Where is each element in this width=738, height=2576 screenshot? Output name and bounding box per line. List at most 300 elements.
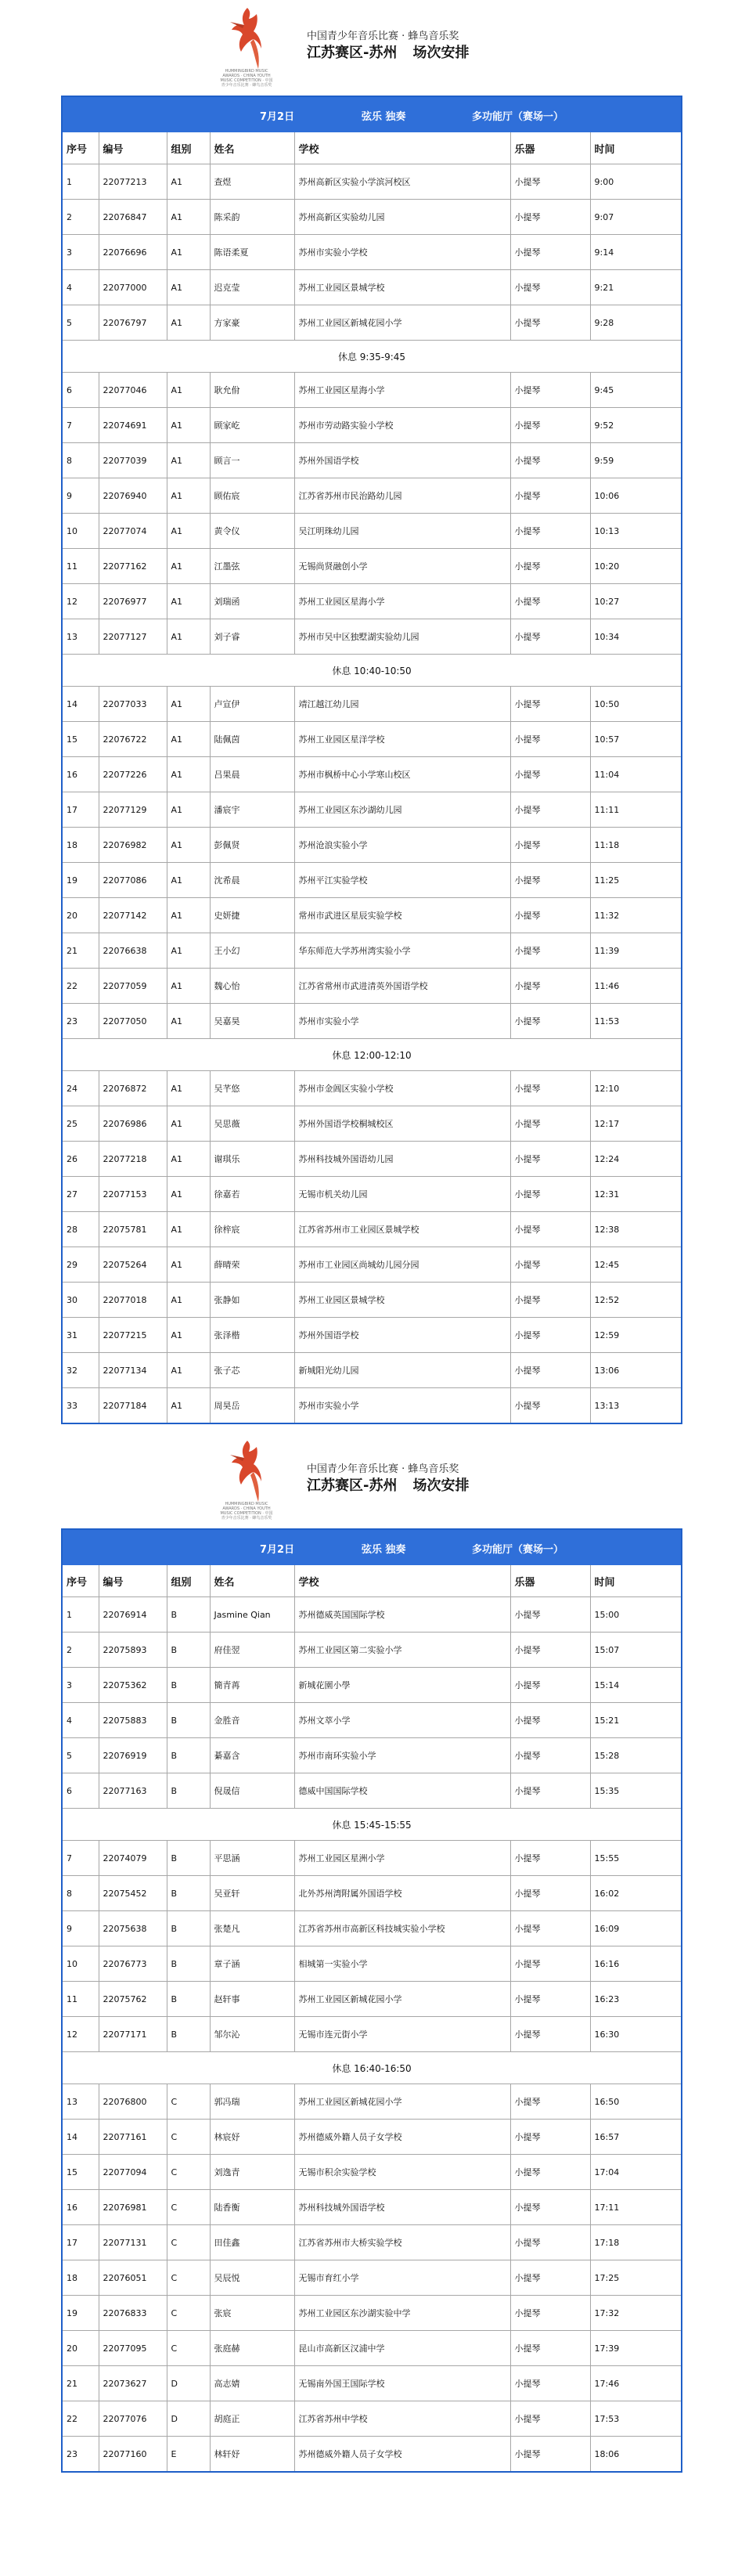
- cell-time: 17:11: [590, 2190, 682, 2225]
- cell-group: C: [167, 2084, 210, 2120]
- cell-school: 苏州市吴中区独墅湖实验幼儿园: [294, 619, 510, 655]
- cell-group: B: [167, 1738, 210, 1773]
- cell-name: 查煜: [210, 164, 294, 200]
- cell-instrument: 小提琴: [510, 1841, 590, 1876]
- cell-time: 11:46: [590, 969, 682, 1004]
- table-row: [62, 1597, 682, 1633]
- cell-group: A1: [167, 235, 210, 270]
- cell-school: 苏州文萃小学: [294, 1703, 510, 1738]
- cell-no: 32: [62, 1353, 99, 1388]
- cell-name: 林宸妤: [210, 2120, 294, 2155]
- cell-school: 无锡市机关幼儿园: [294, 1177, 510, 1212]
- cell-group: A1: [167, 1247, 210, 1283]
- cell-instrument: 小提琴: [510, 1388, 590, 1424]
- break-row: [62, 341, 682, 373]
- table-row: [62, 164, 682, 200]
- cell-name: 周昊岳: [210, 1388, 294, 1424]
- cell-no: 8: [62, 443, 99, 478]
- cell-no: 7: [62, 408, 99, 443]
- cell-instrument: 小提琴: [510, 1946, 590, 1982]
- cell-school: 苏州工业园区星海小学: [294, 584, 510, 619]
- table-row: [62, 619, 682, 655]
- cell-instrument: 小提琴: [510, 478, 590, 514]
- cell-instrument: 小提琴: [510, 373, 590, 408]
- cell-name: 林轩妤: [210, 2437, 294, 2473]
- cell-id: 22076696: [99, 235, 167, 270]
- cell-instrument: 小提琴: [510, 2017, 590, 2052]
- table-row: [62, 792, 682, 828]
- cell-time: 15:28: [590, 1738, 682, 1773]
- cell-no: 8: [62, 1876, 99, 1911]
- break-row: [62, 1809, 682, 1841]
- cell-instrument: 小提琴: [510, 1353, 590, 1388]
- cell-group: A1: [167, 1388, 210, 1424]
- cell-no: 24: [62, 1071, 99, 1106]
- table-row: [62, 1633, 682, 1668]
- cell-id: 22077018: [99, 1283, 167, 1318]
- cell-time: 10:34: [590, 619, 682, 655]
- table-row: [62, 1071, 682, 1106]
- cell-group: A1: [167, 1212, 210, 1247]
- cell-school: 苏州沧浪实验小学: [294, 828, 510, 863]
- cell-school: 江苏省苏州市大桥实验学校: [294, 2225, 510, 2260]
- cell-group: A1: [167, 1142, 210, 1177]
- cell-school: 苏州工业园区新城花园小学: [294, 305, 510, 341]
- cell-no: 17: [62, 792, 99, 828]
- cell-id: 22077163: [99, 1773, 167, 1809]
- cell-school: 华东师范大学苏州湾实验小学: [294, 933, 510, 969]
- session-band: [62, 1529, 682, 1565]
- cell-name: 王小幻: [210, 933, 294, 969]
- table-row: [62, 1668, 682, 1703]
- cell-school: 苏州市实验小学校: [294, 235, 510, 270]
- cell-instrument: 小提琴: [510, 1773, 590, 1809]
- cell-group: A1: [167, 792, 210, 828]
- cell-school: 新城花園小學: [294, 1668, 510, 1703]
- cell-group: A1: [167, 1318, 210, 1353]
- schedule-body-2: [62, 1529, 682, 2472]
- cell-no: 16: [62, 2190, 99, 2225]
- cell-name: 陈采韵: [210, 200, 294, 235]
- cell-school: 苏州平江实验学校: [294, 863, 510, 898]
- cell-time: 13:06: [590, 1353, 682, 1388]
- cell-name: 彭佩贤: [210, 828, 294, 863]
- table-row: [62, 549, 682, 584]
- cell-no: 2: [62, 1633, 99, 1668]
- cell-no: 1: [62, 164, 99, 200]
- cell-name: 徐梓宸: [210, 1212, 294, 1247]
- cell-name: 刘子睿: [210, 619, 294, 655]
- cell-group: A1: [167, 1353, 210, 1388]
- cell-school: 苏州外国语学校: [294, 443, 510, 478]
- cell-time: 15:00: [590, 1597, 682, 1633]
- cell-id: 22077161: [99, 2120, 167, 2155]
- cell-group: B: [167, 1876, 210, 1911]
- cell-instrument: 小提琴: [510, 1177, 590, 1212]
- cell-id: 22077076: [99, 2401, 167, 2437]
- cell-id: 22077162: [99, 549, 167, 584]
- cell-time: 10:20: [590, 549, 682, 584]
- column-header-name: 姓名: [210, 132, 294, 164]
- cell-no: 19: [62, 2296, 99, 2331]
- table-row: [62, 373, 682, 408]
- cell-no: 12: [62, 2017, 99, 2052]
- cell-instrument: 小提琴: [510, 898, 590, 933]
- cell-instrument: 小提琴: [510, 235, 590, 270]
- session-date: 7月2日: [260, 1544, 295, 1556]
- cell-school: 江苏省苏州市高新区科技城实验小学校: [294, 1911, 510, 1946]
- session-venue: 多功能厅（赛场一）: [472, 111, 564, 123]
- cell-no: 21: [62, 933, 99, 969]
- cell-instrument: 小提琴: [510, 2366, 590, 2401]
- table-row: [62, 1353, 682, 1388]
- cell-name: 陈语柔夏: [210, 235, 294, 270]
- break-text: 休息 9:35-9:45: [62, 341, 682, 373]
- cell-id: 22077094: [99, 2155, 167, 2190]
- cell-instrument: 小提琴: [510, 305, 590, 341]
- cell-id: 22075362: [99, 1668, 167, 1703]
- cell-id: 22077086: [99, 863, 167, 898]
- table-row: [62, 2260, 682, 2296]
- cell-name: 倪晟信: [210, 1773, 294, 1809]
- cell-school: 苏州市南环实验小学: [294, 1738, 510, 1773]
- cell-time: 17:46: [590, 2366, 682, 2401]
- cell-school: 江苏省苏州中学校: [294, 2401, 510, 2437]
- cell-instrument: 小提琴: [510, 270, 590, 305]
- table-row: [62, 478, 682, 514]
- cell-no: 29: [62, 1247, 99, 1283]
- cell-group: A1: [167, 898, 210, 933]
- cell-id: 22077129: [99, 792, 167, 828]
- cell-id: 22077127: [99, 619, 167, 655]
- cell-group: A1: [167, 443, 210, 478]
- cell-id: 22076722: [99, 722, 167, 757]
- cell-name: 府佳翌: [210, 1633, 294, 1668]
- cell-group: E: [167, 2437, 210, 2473]
- cell-school: 苏州工业园区第二实验小学: [294, 1633, 510, 1668]
- cell-id: 22077046: [99, 373, 167, 408]
- table-row: [62, 305, 682, 341]
- cell-school: 苏州高新区实验幼儿园: [294, 200, 510, 235]
- column-header-id: 编号: [99, 1565, 167, 1597]
- cell-name: 吴亚轩: [210, 1876, 294, 1911]
- cell-id: 22076940: [99, 478, 167, 514]
- cell-id: 22075762: [99, 1982, 167, 2017]
- cell-group: A1: [167, 863, 210, 898]
- cell-no: 31: [62, 1318, 99, 1353]
- cell-name: 黄令仪: [210, 514, 294, 549]
- cell-name: 潘宸宇: [210, 792, 294, 828]
- table-row: [62, 1703, 682, 1738]
- table-row: [62, 687, 682, 722]
- cell-id: 22077059: [99, 969, 167, 1004]
- table-row: [62, 1388, 682, 1424]
- table-row: [62, 2296, 682, 2331]
- cell-name: 张宸: [210, 2296, 294, 2331]
- table-row: [62, 1177, 682, 1212]
- cell-id: 22077095: [99, 2331, 167, 2366]
- session-band-cell: [62, 96, 682, 132]
- cell-no: 19: [62, 863, 99, 898]
- column-header-no: 序号: [62, 132, 99, 164]
- schedule-body-1: [62, 96, 682, 1423]
- break-row: [62, 1039, 682, 1071]
- cell-time: 17:32: [590, 2296, 682, 2331]
- cell-no: 12: [62, 584, 99, 619]
- cell-no: 15: [62, 2155, 99, 2190]
- table-row: [62, 828, 682, 863]
- table-row: [62, 2331, 682, 2366]
- cell-school: 江苏省苏州市民治路幼儿园: [294, 478, 510, 514]
- cell-instrument: 小提琴: [510, 200, 590, 235]
- cell-id: 22076800: [99, 2084, 167, 2120]
- cell-time: 12:59: [590, 1318, 682, 1353]
- cell-school: 无锡市积余实验学校: [294, 2155, 510, 2190]
- cell-group: C: [167, 2296, 210, 2331]
- cell-name: 张静如: [210, 1283, 294, 1318]
- cell-time: 16:50: [590, 2084, 682, 2120]
- cell-group: A1: [167, 584, 210, 619]
- cell-school: 相城第一实验小学: [294, 1946, 510, 1982]
- cell-instrument: 小提琴: [510, 2437, 590, 2473]
- table-row: [62, 863, 682, 898]
- cell-no: 6: [62, 1773, 99, 1809]
- cell-id: 22075883: [99, 1703, 167, 1738]
- cell-school: 苏州科技城外国语幼儿园: [294, 1142, 510, 1177]
- column-header-school: 学校: [294, 1565, 510, 1597]
- cell-school: 苏州高新区实验小学滨河校区: [294, 164, 510, 200]
- cell-group: D: [167, 2366, 210, 2401]
- break-text: 休息 16:40-16:50: [62, 2052, 682, 2084]
- table-row: [62, 757, 682, 792]
- session-venue: 多功能厅（赛场一）: [472, 1544, 564, 1556]
- cell-school: 苏州市工业园区尚城幼儿园分园: [294, 1247, 510, 1283]
- cell-time: 15:14: [590, 1668, 682, 1703]
- table-row: [62, 2155, 682, 2190]
- table-row: [62, 898, 682, 933]
- cell-group: B: [167, 1946, 210, 1982]
- cell-name: 张庭赫: [210, 2331, 294, 2366]
- logo-caption: HUMMINGBIRD MUSIC AWARDS · CHINA YOUTH MUSIC COMPETITION · 中国青少年音乐比赛 · 蜂鸟音乐奖: [220, 69, 273, 88]
- cell-name: 顾家屹: [210, 408, 294, 443]
- cell-instrument: 小提琴: [510, 828, 590, 863]
- cell-no: 3: [62, 235, 99, 270]
- cell-name: 田佳鑫: [210, 2225, 294, 2260]
- cell-school: 无锡尚贤融创小学: [294, 549, 510, 584]
- cell-name: 耿允佾: [210, 373, 294, 408]
- cell-no: 26: [62, 1142, 99, 1177]
- cell-school: 无锡南外国王国际学校: [294, 2366, 510, 2401]
- title-block: [307, 30, 469, 63]
- cell-school: 苏州德威英国国际学校: [294, 1597, 510, 1633]
- cell-time: 9:59: [590, 443, 682, 478]
- cell-instrument: 小提琴: [510, 2331, 590, 2366]
- table-row: [62, 1841, 682, 1876]
- session-category: 弦乐 独奏: [362, 1544, 406, 1556]
- cell-id: 22074079: [99, 1841, 167, 1876]
- cell-time: 16:23: [590, 1982, 682, 2017]
- cell-id: 22077000: [99, 270, 167, 305]
- cell-group: A1: [167, 722, 210, 757]
- cell-time: 11:53: [590, 1004, 682, 1039]
- break-row: [62, 655, 682, 687]
- cell-group: A1: [167, 514, 210, 549]
- cell-id: 22077226: [99, 757, 167, 792]
- cell-group: A1: [167, 549, 210, 584]
- cell-school: 苏州工业园区景城学校: [294, 1283, 510, 1318]
- cell-id: 22077142: [99, 898, 167, 933]
- cell-group: A1: [167, 828, 210, 863]
- cell-name: 江墨弦: [210, 549, 294, 584]
- cell-id: 22077131: [99, 2225, 167, 2260]
- cell-school: 苏州德威外籍人员子女学校: [294, 2437, 510, 2473]
- table-row: [62, 1106, 682, 1142]
- cell-no: 22: [62, 969, 99, 1004]
- cell-no: 27: [62, 1177, 99, 1212]
- cell-no: 13: [62, 2084, 99, 2120]
- cell-name: Jasmine Qian: [210, 1597, 294, 1633]
- cell-instrument: 小提琴: [510, 2155, 590, 2190]
- table-row: [62, 1142, 682, 1177]
- cell-time: 10:57: [590, 722, 682, 757]
- cell-name: 张泽楷: [210, 1318, 294, 1353]
- table-row: [62, 1911, 682, 1946]
- cell-instrument: 小提琴: [510, 1247, 590, 1283]
- cell-instrument: 小提琴: [510, 969, 590, 1004]
- column-header-instrument: 乐器: [510, 1565, 590, 1597]
- cell-school: 苏州工业园区星洲小学: [294, 1841, 510, 1876]
- cell-no: 23: [62, 1004, 99, 1039]
- cell-time: 9:07: [590, 200, 682, 235]
- column-header-group: 组别: [167, 132, 210, 164]
- table-row: [62, 969, 682, 1004]
- cell-no: 11: [62, 549, 99, 584]
- cell-school: 无锡市育红小学: [294, 2260, 510, 2296]
- cell-id: 22077074: [99, 514, 167, 549]
- cell-group: B: [167, 2017, 210, 2052]
- cell-id: 22077213: [99, 164, 167, 200]
- cell-no: 6: [62, 373, 99, 408]
- cell-id: 22077153: [99, 1177, 167, 1212]
- cell-group: A1: [167, 478, 210, 514]
- cell-group: C: [167, 2260, 210, 2296]
- cell-instrument: 小提琴: [510, 1212, 590, 1247]
- table-row: [62, 270, 682, 305]
- table-header-row: [62, 1565, 682, 1597]
- cell-id: 22076051: [99, 2260, 167, 2296]
- cell-no: 5: [62, 1738, 99, 1773]
- cell-time: 11:25: [590, 863, 682, 898]
- page-header-1: [0, 0, 738, 94]
- table-row: [62, 1004, 682, 1039]
- session-band-inner: [63, 97, 681, 132]
- cell-group: A1: [167, 408, 210, 443]
- cell-school: 苏州外国语学校: [294, 1318, 510, 1353]
- cell-school: 无锡市连元街小学: [294, 2017, 510, 2052]
- cell-group: B: [167, 1597, 210, 1633]
- table-row: [62, 1876, 682, 1911]
- cell-group: A1: [167, 1283, 210, 1318]
- table-row: [62, 443, 682, 478]
- cell-time: 15:55: [590, 1841, 682, 1876]
- cell-name: 薛晴荣: [210, 1247, 294, 1283]
- cell-id: 22076773: [99, 1946, 167, 1982]
- column-header-time: 时间: [590, 132, 682, 164]
- cell-time: 17:39: [590, 2331, 682, 2366]
- cell-id: 22076986: [99, 1106, 167, 1142]
- cell-school: 德威中国国际学校: [294, 1773, 510, 1809]
- cell-time: 15:07: [590, 1633, 682, 1668]
- cell-school: 苏州市枫桥中心小学寒山校区: [294, 757, 510, 792]
- session-date: 7月2日: [260, 111, 295, 123]
- cell-time: 11:39: [590, 933, 682, 969]
- cell-group: A1: [167, 1071, 210, 1106]
- cell-instrument: 小提琴: [510, 1668, 590, 1703]
- cell-instrument: 小提琴: [510, 1982, 590, 2017]
- cell-time: 13:13: [590, 1388, 682, 1424]
- cell-time: 11:18: [590, 828, 682, 863]
- cell-instrument: 小提琴: [510, 2225, 590, 2260]
- cell-name: 史妍捷: [210, 898, 294, 933]
- cell-instrument: 小提琴: [510, 1106, 590, 1142]
- cell-school: 吴江明珠幼儿园: [294, 514, 510, 549]
- cell-no: 14: [62, 687, 99, 722]
- table-row: [62, 1946, 682, 1982]
- cell-instrument: 小提琴: [510, 619, 590, 655]
- schedule-table-2: [61, 1528, 682, 2473]
- break-text: 休息 15:45-15:55: [62, 1809, 682, 1841]
- cell-time: 17:53: [590, 2401, 682, 2437]
- cell-id: 22075452: [99, 1876, 167, 1911]
- cell-name: 胡庭正: [210, 2401, 294, 2437]
- cell-group: B: [167, 1633, 210, 1668]
- cell-group: A1: [167, 270, 210, 305]
- competition-title: 中国青少年音乐比赛 · 蜂鸟音乐奖: [307, 1463, 459, 1475]
- break-text: 休息 10:40-10:50: [62, 655, 682, 687]
- table-row: [62, 408, 682, 443]
- cell-no: 25: [62, 1106, 99, 1142]
- cell-no: 3: [62, 1668, 99, 1703]
- cell-group: C: [167, 2155, 210, 2190]
- cell-name: 吴思薇: [210, 1106, 294, 1142]
- cell-no: 9: [62, 478, 99, 514]
- cell-name: 顾佑宸: [210, 478, 294, 514]
- cell-time: 18:06: [590, 2437, 682, 2473]
- cell-no: 13: [62, 619, 99, 655]
- schedule-table-1: [61, 96, 682, 1424]
- cell-time: 12:45: [590, 1247, 682, 1283]
- cell-instrument: 小提琴: [510, 1071, 590, 1106]
- cell-time: 10:50: [590, 687, 682, 722]
- cell-time: 16:02: [590, 1876, 682, 1911]
- cell-no: 14: [62, 2120, 99, 2155]
- cell-no: 18: [62, 2260, 99, 2296]
- cell-time: 16:09: [590, 1911, 682, 1946]
- cell-time: 9:21: [590, 270, 682, 305]
- cell-no: 11: [62, 1982, 99, 2017]
- cell-school: 苏州市实验小学: [294, 1388, 510, 1424]
- cell-instrument: 小提琴: [510, 1738, 590, 1773]
- cell-name: 刘瑞函: [210, 584, 294, 619]
- table-row: [62, 2366, 682, 2401]
- table-row: [62, 2084, 682, 2120]
- cell-id: 22077184: [99, 1388, 167, 1424]
- cell-no: 33: [62, 1388, 99, 1424]
- cell-group: A1: [167, 969, 210, 1004]
- column-header-group: 组别: [167, 1565, 210, 1597]
- cell-school: 苏州工业园区新城花园小学: [294, 2084, 510, 2120]
- cell-time: 9:28: [590, 305, 682, 341]
